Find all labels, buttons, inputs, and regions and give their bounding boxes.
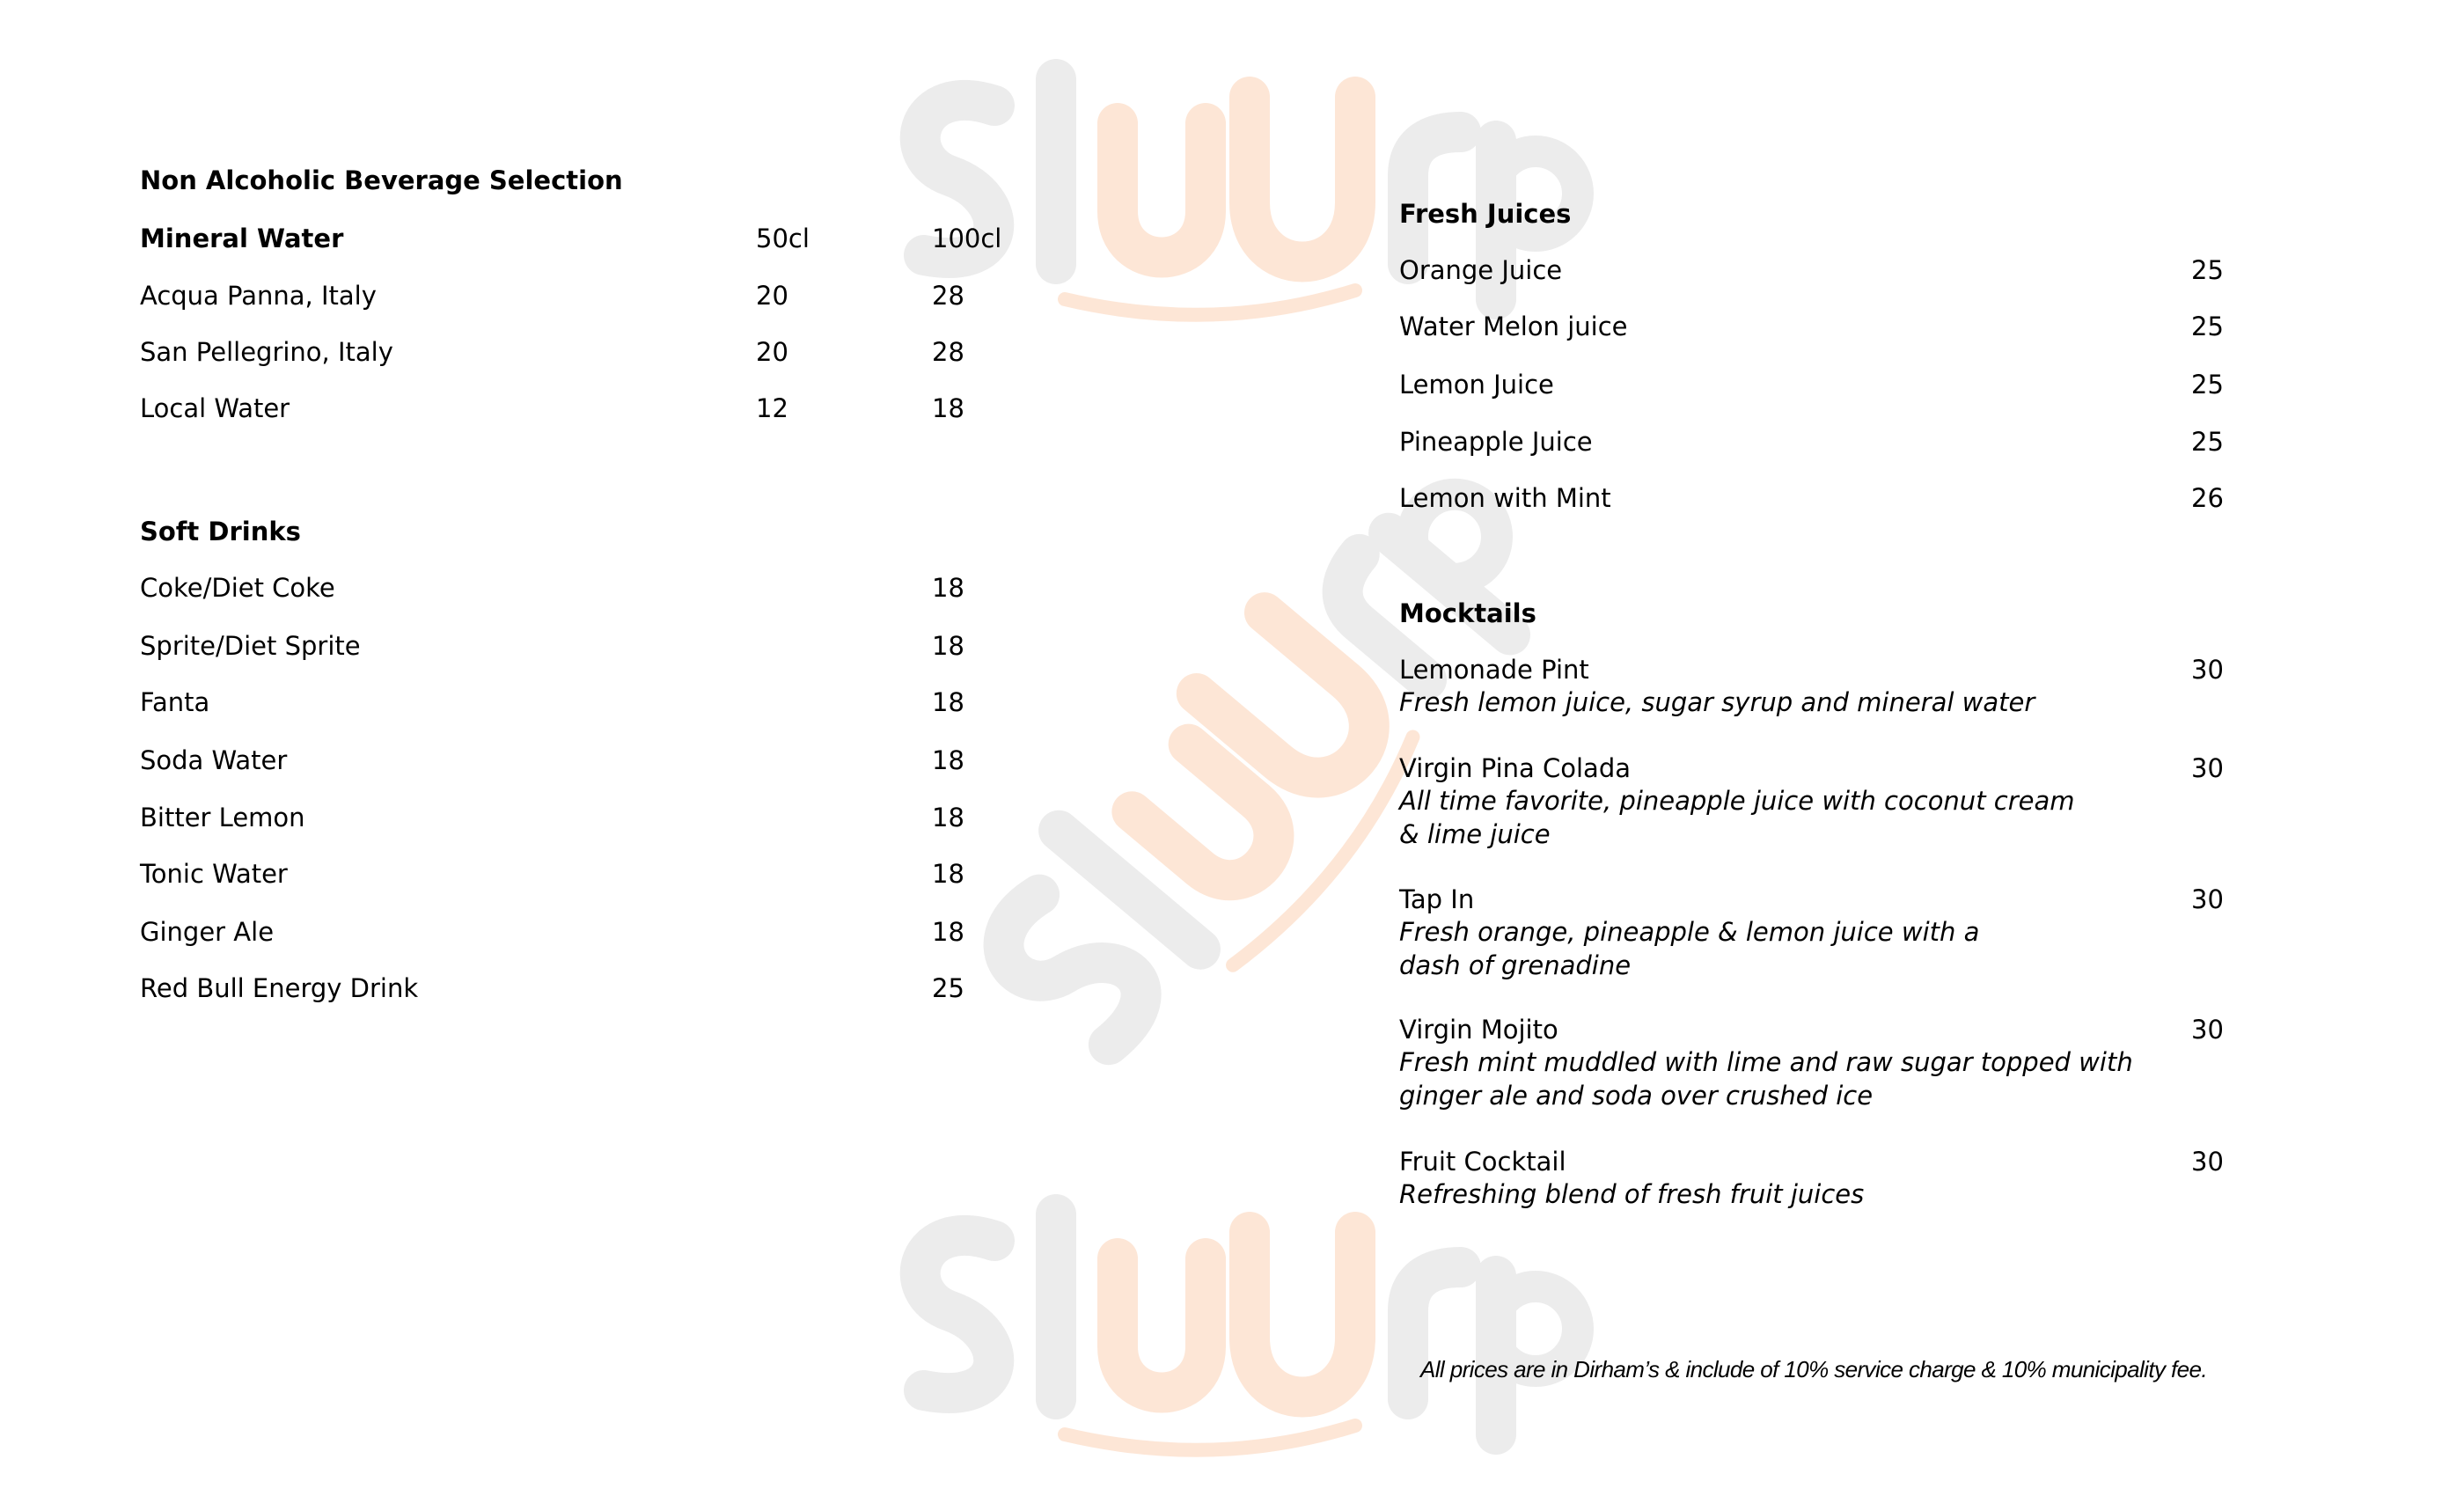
item-name: Virgin Mojito bbox=[1399, 1015, 1558, 1045]
item-price-50cl: 20 bbox=[756, 337, 788, 367]
item-price: 30 bbox=[2191, 753, 2224, 783]
item-price-100cl: 28 bbox=[932, 337, 964, 367]
item-name: Tap In bbox=[1399, 884, 1475, 914]
item-name: Local Water bbox=[140, 393, 290, 423]
section-heading-mocktails: Mocktails bbox=[1399, 598, 1536, 628]
item-name: Virgin Pina Colada bbox=[1399, 753, 1632, 783]
item-name: Acqua Panna, Italy bbox=[140, 281, 377, 311]
item-description: Fresh orange, pineapple & lemon juice with a bbox=[1399, 917, 1980, 947]
item-price: 25 bbox=[2191, 427, 2224, 457]
item-price: 25 bbox=[2191, 312, 2224, 341]
column-header-50cl: 50cl bbox=[756, 224, 810, 253]
item-name: Lemon Juice bbox=[1399, 370, 1554, 400]
item-name: Pineapple Juice bbox=[1399, 427, 1593, 457]
item-price-50cl: 12 bbox=[756, 393, 788, 423]
item-name: Lemonade Pint bbox=[1399, 655, 1589, 685]
item-name: Soda Water bbox=[140, 745, 288, 775]
item-price: 18 bbox=[932, 573, 964, 603]
item-description: All time favorite, pineapple juice with coconut cream bbox=[1399, 786, 2075, 816]
item-name: Red Bull Energy Drink bbox=[140, 973, 419, 1003]
item-price: 18 bbox=[932, 745, 964, 775]
item-name: Coke/Diet Coke bbox=[140, 573, 335, 603]
item-description: & lime juice bbox=[1399, 818, 1551, 849]
item-name: San Pellegrino, Italy bbox=[140, 337, 393, 367]
item-name: Orange Juice bbox=[1399, 255, 1563, 285]
item-price: 30 bbox=[2191, 1015, 2224, 1045]
item-price: 25 bbox=[2191, 370, 2224, 400]
section-heading-soft-drinks: Soft Drinks bbox=[140, 517, 301, 546]
menu-title: Non Alcoholic Beverage Selection bbox=[140, 165, 623, 195]
item-price: 30 bbox=[2191, 884, 2224, 914]
item-price: 25 bbox=[2191, 255, 2224, 285]
item-price-100cl: 18 bbox=[932, 393, 964, 423]
section-heading-fresh-juices: Fresh Juices bbox=[1399, 199, 1572, 229]
item-name: Fruit Cocktail bbox=[1399, 1147, 1566, 1177]
item-description: Fresh lemon juice, sugar syrup and mineral water bbox=[1399, 687, 2035, 717]
item-name: Tonic Water bbox=[140, 859, 288, 889]
section-heading-mineral-water: Mineral Water bbox=[140, 224, 344, 253]
item-name: Sprite/Diet Sprite bbox=[140, 631, 361, 661]
item-price: 18 bbox=[932, 631, 964, 661]
item-description: dash of grenadine bbox=[1399, 950, 1632, 980]
footnote: All prices are in Dirham’s & include of 10% service charge & 10% municipality fee. bbox=[1420, 1356, 2207, 1382]
item-description: ginger ale and soda over crushed ice bbox=[1399, 1080, 1874, 1111]
item-description: Refreshing blend of fresh fruit juices bbox=[1399, 1179, 1865, 1209]
item-price: 18 bbox=[932, 917, 964, 947]
item-price: 30 bbox=[2191, 655, 2224, 685]
item-name: Water Melon juice bbox=[1399, 312, 1628, 341]
item-price: 30 bbox=[2191, 1147, 2224, 1177]
item-name: Bitter Lemon bbox=[140, 803, 305, 832]
item-name: Ginger Ale bbox=[140, 917, 275, 947]
item-price: 26 bbox=[2191, 483, 2224, 513]
item-price: 18 bbox=[932, 803, 964, 832]
item-price: 18 bbox=[932, 687, 964, 717]
item-price-50cl: 20 bbox=[756, 281, 788, 311]
item-description: Fresh mint muddled with lime and raw sugar topped with bbox=[1399, 1047, 2133, 1077]
column-header-100cl: 100cl bbox=[932, 224, 1002, 253]
item-price-100cl: 28 bbox=[932, 281, 964, 311]
item-price: 25 bbox=[932, 973, 964, 1003]
item-name: Lemon with Mint bbox=[1399, 483, 1611, 513]
item-name: Fanta bbox=[140, 687, 210, 717]
item-price: 18 bbox=[932, 859, 964, 889]
